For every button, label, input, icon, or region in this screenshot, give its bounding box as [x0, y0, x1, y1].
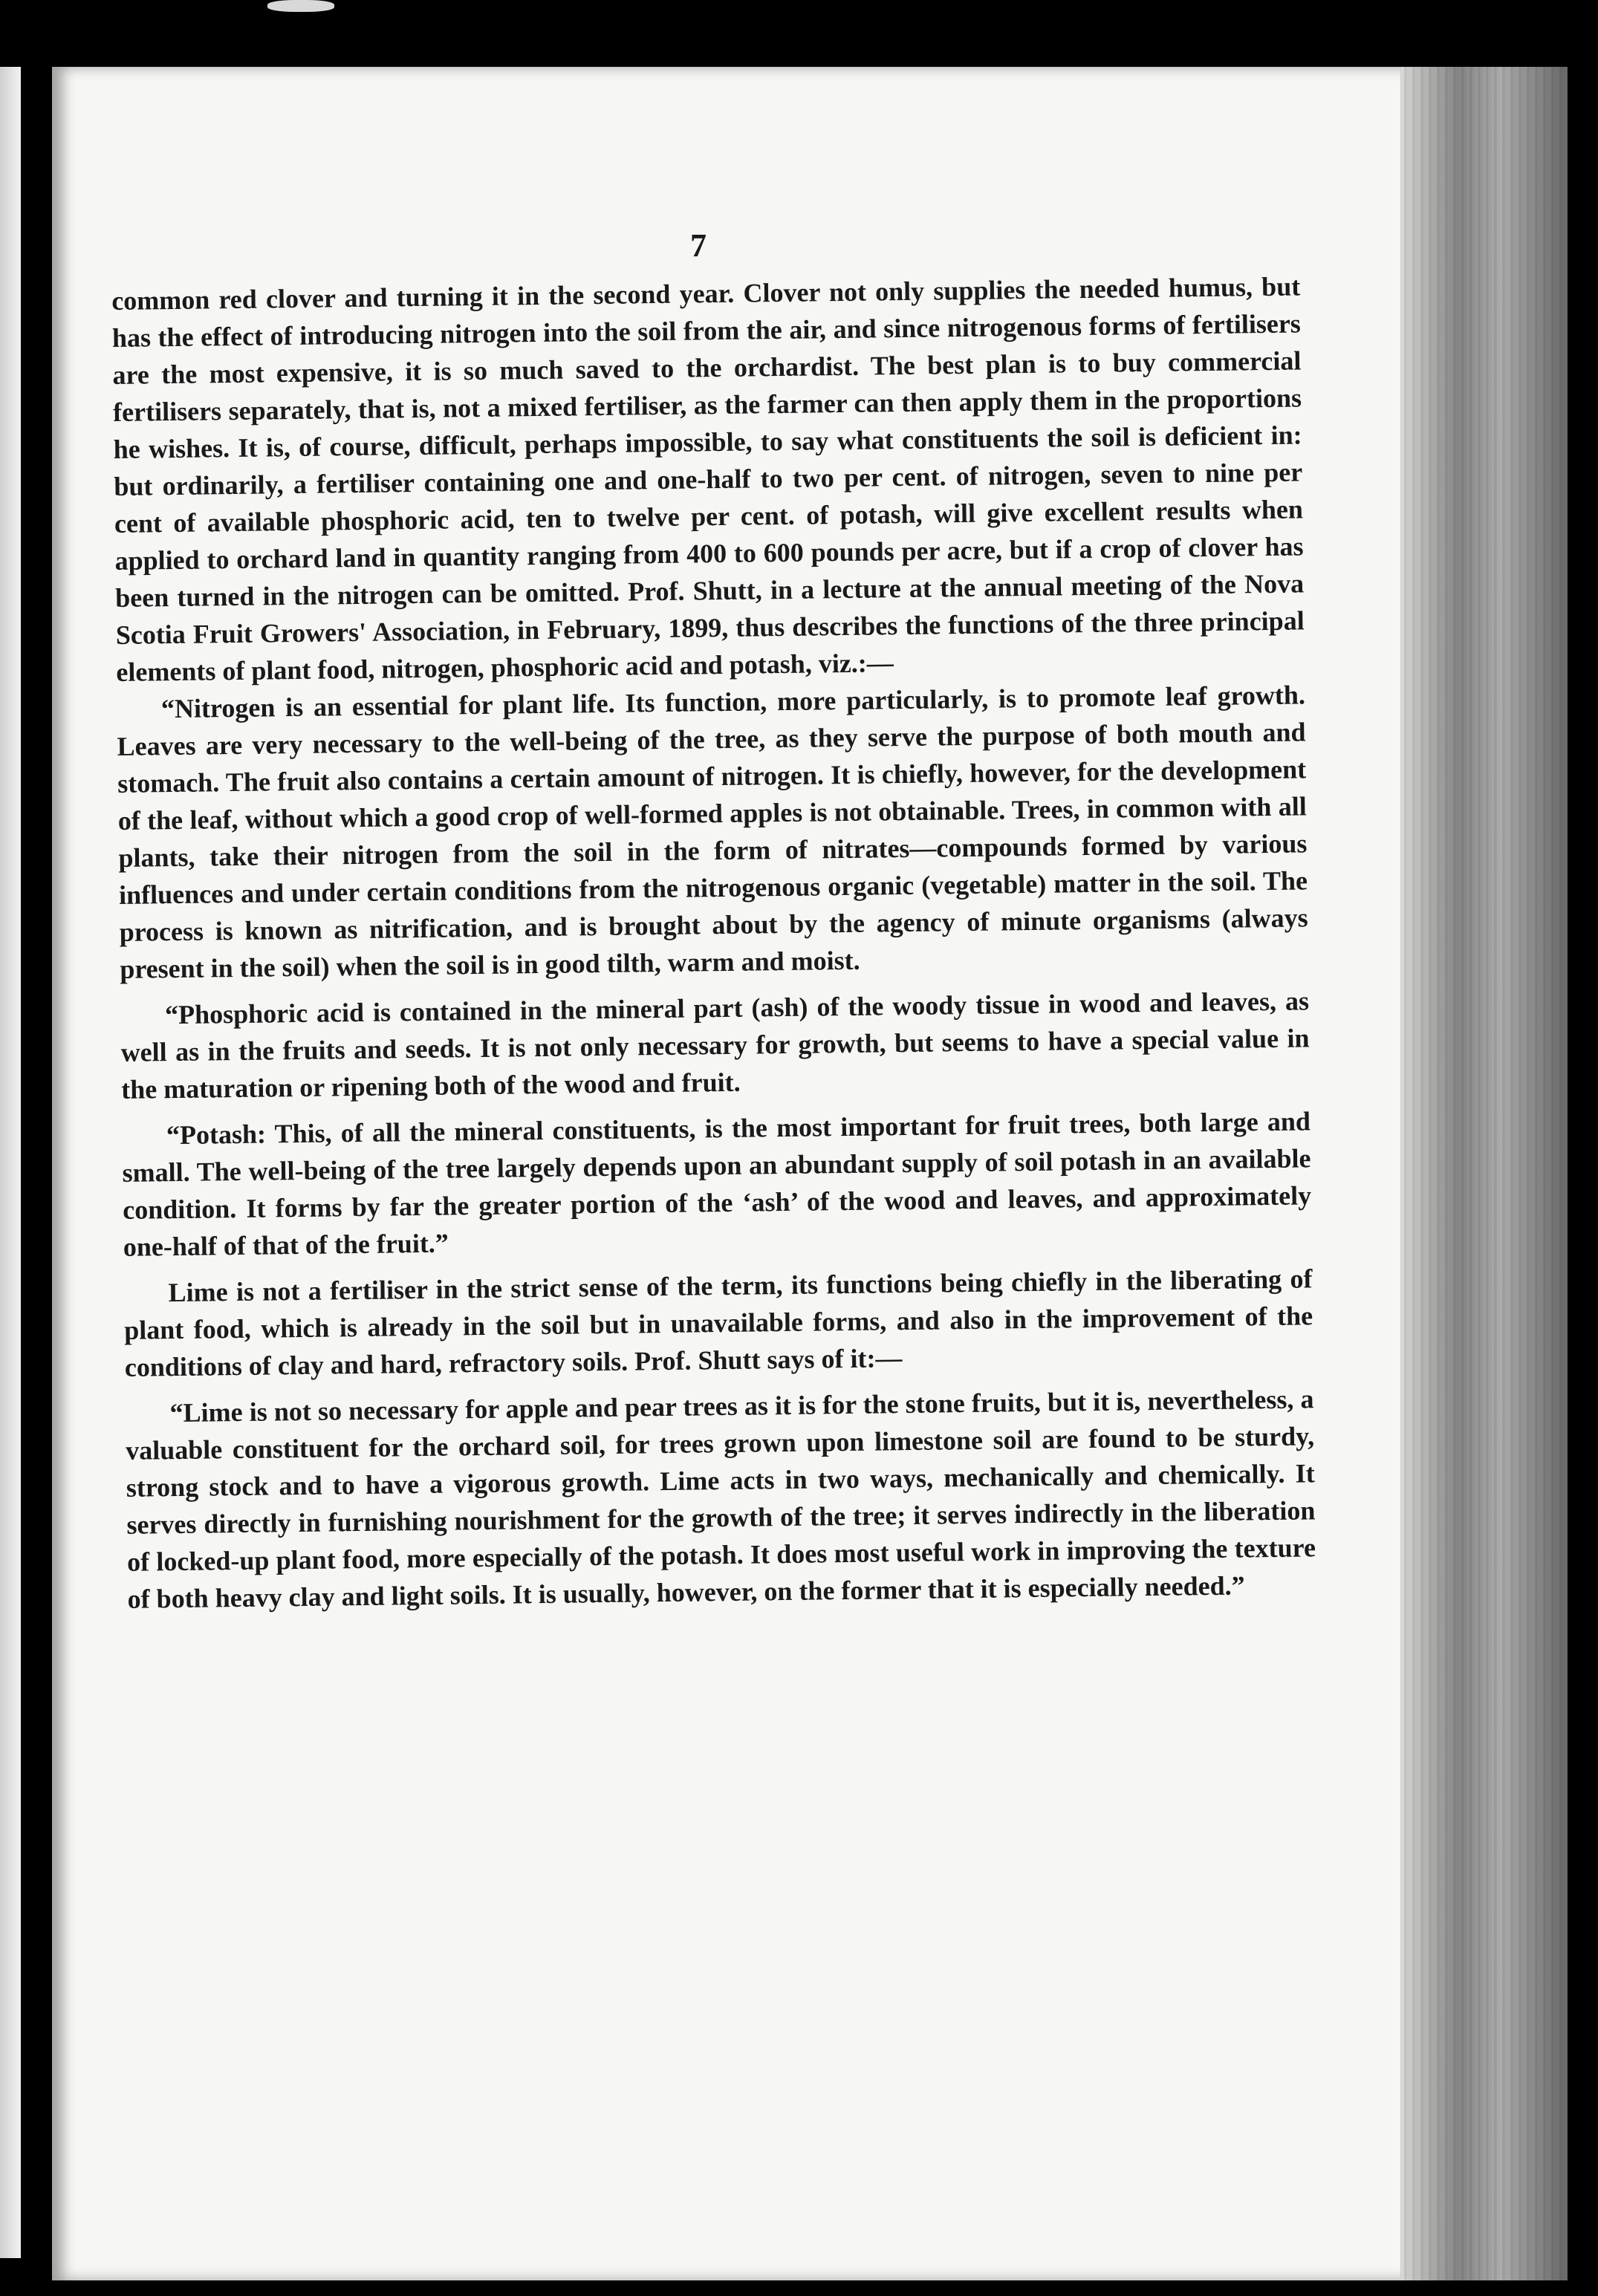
scan-artifact [267, 0, 334, 12]
paragraph-lime: Lime is not a fertiliser in the strict sense of the term, its functions being chiefly in the liberating of plant food, which is already in the soil but in unavailable forms, and also in the improvement of the conditions of clay and hard, refractory soils. Prof. Shutt says of it:— [123, 1264, 1313, 1382]
paragraph-phosphoric-acid: “Phosphoric acid is contained in the mineral part (ash) of the woody tissue in wood and leaves, as well as in the fruits and seeds. It is not only necessary for growth, but seems to have a special value in the maturation or ripening both of the wood and fruit. [120, 986, 1310, 1105]
book-page [52, 67, 1568, 2280]
paragraph-lime-quote: “Lime is not so necessary for apple and pear trees as it is for the stone fruits, but it is, nevertheless, a valuable constituent for the orchard soil, for trees grown upon limestone soil are found to be sturdy, strong stock and to have a vigorous growth. Lime acts in two ways, mechanically and chemically. It serves directly in furnishing nourishment for the growth of the tree; it serves indirectly in the liberation of locked-up plant food, more especially of the potash. It does most useful work in improving the texture of both heavy clay and light soils. It is usually, however, on the former that it is especially needed.” [125, 1384, 1316, 1614]
book-binding [1400, 67, 1568, 2280]
paragraph-nitrogen: “Nitrogen is an essential for plant life. Its function, more particularly, is to promote leaf growth. Leaves are very necessary to the well-being of the tree, as they serve the purpose of both mouth and stomach. The fruit also contains a certain amount of nitrogen. It is chiefly, however, for the development of the leaf, without which a good crop of well-formed apples is not obtainable. Trees, in common with all plants, take their nitrogen from the soil in the form of nitrates—compounds formed by various influences and under certain conditions from the nitrogenous organic (vegetable) matter in the soil. The process is known as nitrification, and is brought about by the agency of minute organisms (always present in the soil) when the soil is in good tilth, warm and moist. [117, 680, 1308, 984]
body-text [111, 267, 1316, 1617]
paragraph-fertilisers: common red clover and turning it in the second year. Clover not only supplies the needed humus, but has the effect of introducing nitrogen into the soil from the air, and since nitrogenous forms of fertilisers are the most expensive, it is so much saved to the orchardist. The best plan is to buy commercial fertilisers separately, that is, not a mixed fertiliser, as the farmer can then apply them in the proportions he wishes. It is, of course, difficult, perhaps impossible, to say what constituents the soil is deficient in: but ordinarily, a fertiliser containing one and one-half to two per cent. of nitrogen, seven to nine per cent of available phosphoric acid, ten to twelve per cent. of potash, will give excellent results when applied to orchard land in quantity ranging from 400 to 600 pounds per acre, but if a crop of clover has been turned in the nitrogen can be omitted. Prof. Shutt, in a lecture at the annual meeting of the Nova Scotia Fruit Growers' Association, in February, 1899, thus describes the functions of the three principal elements of plant food, nitrogen, phosphoric acid and potash, viz.:— [111, 271, 1305, 687]
page-number: 7 [690, 227, 707, 264]
paragraph-potash: “Potash: This, of all the mineral constituents, is the most important for fruit trees, both large and small. The well-being of the tree largely depends upon an abundant supply of soil potash in an available condition. It forms by far the greater portion of the ‘ash’ of the wood and leaves, and approximately one-half of that of the fruit.” [122, 1106, 1312, 1262]
adjacent-page-edge [0, 67, 21, 2258]
